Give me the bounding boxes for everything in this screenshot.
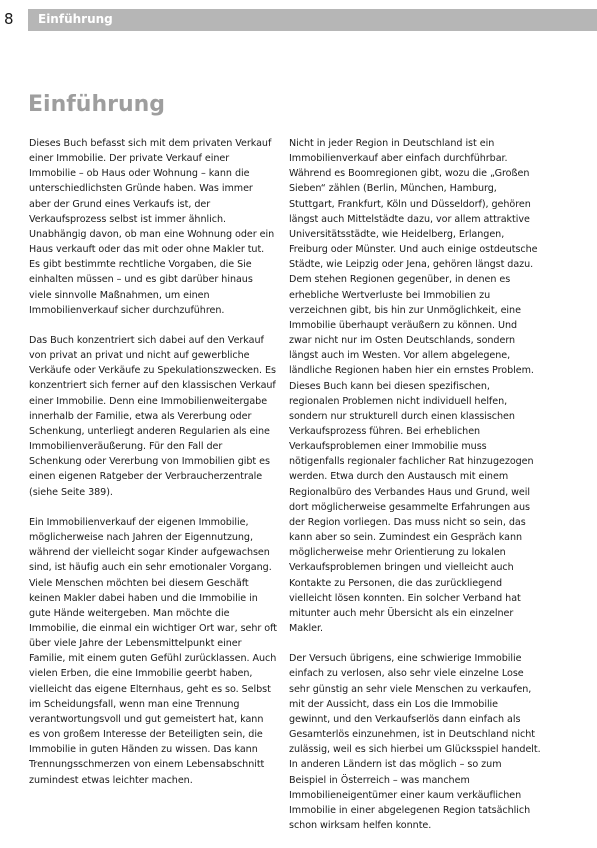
paragraph: Nicht in jeder Region in Deutschland ist ein Immobilienverkauf aber einfach durchführbar. Während es Boomregionen gibt, wozu die „Großen Sieben“ zählen (Berlin, München, Hamburg, Stuttgart, Frankfurt, Köln und Düsseldorf), gehören längst auch Mittelstädte dazu, vor allem attraktive Universitätsstädte, wie Heidelberg, Erlangen, Freiburg oder Münster. Und auch einige ostdeutsche Städte, wie Leipzig oder Jena, gehören längst dazu. Dem stehen Regionen gegenüber, in denen es erhebliche Wertverluste bei Immobilien zu verzeichnen gibt, bis hin zur Unmöglichkeit, eine Immobilie überhaupt veräußern zu können. Und zwar nicht nur im Osten Deutschlands, sondern längst auch im Westen. Vor allem abgelegene, ländliche Regionen haben hier ein ernstes Problem. Dieses Buch kann bei diesen spezifischen, regionalen Problemen nicht individuell helfen, sondern nur strukturell durch einen klassischen Verkaufsprozess führen. Bei erheblichen Verkaufsproblemen einer Immobilie muss nötigenfalls regionaler fachlicher Rat hinzugezogen werden. Etwa durch den Austausch mit einem Regionalbüro des Verbandes Haus und Grund, weil dort möglicherweise gesammelte Erfahrungen aus der Region vorliegen. Das muss nicht so sein, das kann aber so sein. Zumindest ein Gespräch kann möglicherweise mehr Orientierung zu lokalen Verkaufsproblemen bringen und vielleicht auch Kontakte zu Personen, die das zurückliegend vielleicht lösen konnten. Ein solcher Verband hat mitunter auch mehr Übersicht als ein einzelner Makler. [289, 138, 538, 634]
page-number: 8 [4, 10, 14, 28]
running-header-title: Einführung [38, 12, 113, 26]
chapter-title: Einführung [28, 92, 166, 117]
right-text-column [289, 136, 541, 848]
left-text-column [29, 136, 277, 803]
running-header-bar [28, 9, 597, 31]
paragraph: Der Versuch übrigens, eine schwierige Immobilie einfach zu verlosen, also sehr viele einzelne Lose sehr günstig an sehr viele Menschen zu verkaufen, mit der Aussicht, dass ein Los die Immobilie gewinnt, und den Verkaufserlös dann einfach als Gesamterlös einzunehmen, ist in Deutschland nicht zulässig, weil es sich hierbei um Glücksspiel handelt. In anderen Ländern ist das möglich – so zum Beispiel in Österreich – was manchem Immobilieneigentümer einer kaum verkäuflichen Immobilie in einer abgelegenen Region tatsächlich schon wirksam helfen konnte. [289, 653, 541, 832]
paragraph: Dieses Buch befasst sich mit dem privaten Verkauf einer Immobilie. Der private Verkauf einer Immobilie – ob Haus oder Wohnung – kann die unterschiedlichsten Gründe haben. Was immer aber der Grund eines Verkaufs ist, der Verkaufsprozess selbst ist immer ähnlich. Unabhängig davon, ob man eine Wohnung oder ein Haus verkauft oder das mit oder ohne Makler tut. Es gibt bestimmte rechtliche Vorgaben, die Sie einhalten müssen – und es gibt darüber hinaus viele sinnvolle Maßnahmen, um einen Immobilienverkauf sicher durchzuführen. [29, 138, 275, 316]
paragraph: Das Buch konzentriert sich dabei auf den Verkauf von privat an privat und nicht auf gewerbliche Verkäufe oder Verkäufe zu Spekulationszwecken. Es konzentriert sich ferner auf den klassischen Verkauf einer Immobilie. Denn eine Immobilienweitergabe innerhalb der Familie, etwa als Vererbung oder Schenkung, unterliegt anderen Regularien als eine Immobilienveräußerung. Für den Fall der Schenkung oder Vererbung von Immobilien gibt es einen eigenen Ratgeber der Verbraucherzentrale (siehe Seite 389). [29, 335, 277, 498]
paragraph: Ein Immobilienverkauf der eigenen Immobilie, möglicherweise nach Jahren der Eigennutzung, während der vielleicht sogar Kinder aufgewachsen sind, ist häufig auch ein sehr emotionaler Vorgang. Viele Menschen möchten bei diesem Geschäft keinen Makler dabei haben und die Immobilie in gute Hände weitergeben. Man möchte die Immobilie, die einmal ein wichtiger Ort war, sehr oft über viele Jahre der Lebensmittelpunkt einer Familie, mit einem guten Gefühl zurücklassen. Auch vielen Erben, die eine Immobilie geerbt haben, vielleicht das eigene Elternhaus, geht es so. Selbst im Scheidungsfall, wenn man eine Trennung verantwortungsvoll und gut gemeistert hat, kann es von großem Interesse der Beteiligten sein, die Immobilie in guten Händen zu wissen. Das kann Trennungsschmerzen von einem Lebensabschnitt zumindest etwas leichter machen. [29, 516, 277, 786]
